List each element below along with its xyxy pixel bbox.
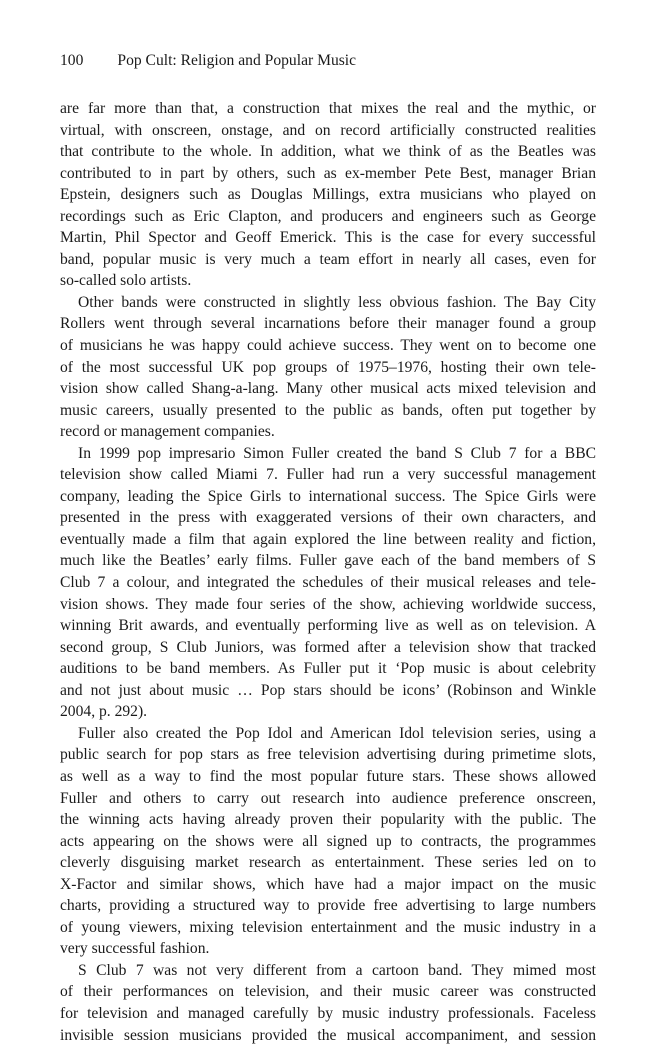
running-title: Pop Cult: Religion and Popular Music (117, 52, 357, 69)
text-line: record or management companies. (60, 423, 275, 441)
text-line: of their performances on television, and their music career was constructed (60, 983, 596, 1001)
text-line: band, popular music is very much a team effort in nearly all cases, even for (60, 250, 596, 268)
text-line: vision show called Shang-a-lang. Many other musical acts mixed television and (60, 380, 596, 398)
text-line: of the most successful UK pop groups of 1975–1976, hosting their own tele- (60, 358, 596, 376)
text-line: the winning acts having already proven their popularity with the public. The (60, 811, 596, 829)
text-line: Club 7 a colour, and integrated the schedules of their musical releases and tele- (60, 574, 596, 592)
text-line: music careers, usually presented to the public as bands, often put together by (60, 401, 596, 419)
text-line: 2004, p. 292). (60, 703, 148, 721)
text-line: invisible session musicians provided the musical accompaniment, and session (60, 1026, 596, 1044)
paragraph-first-line: Other bands were constructed in slightly less obvious fashion. The Bay City (78, 293, 596, 311)
text-line: eventually made a film that again explored the line between reality and fiction, (60, 530, 596, 548)
text-line: Fuller and others to carry out research into audience preference onscreen, (60, 789, 596, 807)
text-line: X-Factor and similar shows, which have had a major impact on the music (60, 875, 596, 893)
text-line: of musicians he was happy could achieve success. They went on to become one (60, 337, 596, 355)
paragraph-first-line: Fuller also created the Pop Idol and American Idol television series, using a (78, 724, 596, 742)
text-line: of young viewers, mixing television entertainment and the music industry in a (60, 918, 596, 936)
text-line: contributed to in part by others, such as ex-member Pete Best, manager Brian (60, 164, 596, 182)
text-line: virtual, with onscreen, onstage, and on record artificially constructed realities (60, 121, 596, 139)
text-line: as well as a way to find the most popular future stars. These shows allowed (60, 767, 596, 785)
text-line: Martin, Phil Spector and Geoff Emerick. This is the case for every successful (60, 229, 596, 247)
text-line: company, leading the Spice Girls to international success. The Spice Girls were (60, 487, 596, 505)
text-line: very successful fashion. (60, 940, 210, 958)
text-line: vision shows. They made four series of the show, achieving worldwide success, (60, 595, 596, 613)
book-page (60, 52, 596, 1046)
paragraph-first-line: S Club 7 was not very different from a cartoon band. They mimed most (78, 961, 596, 979)
text-line: charts, providing a structured way to provide free advertising to large numbers (60, 897, 596, 915)
text-line: winning Brit awards, and eventually performing live as well as on television. A (60, 617, 596, 635)
text-line: television show called Miami 7. Fuller had run a very successful management (60, 466, 596, 484)
text-line: acts appearing on the shows were all signed up to contracts, the programmes (60, 832, 596, 850)
text-line: Epstein, designers such as Douglas Millings, extra musicians who played on (60, 186, 596, 204)
text-line: second group, S Club Juniors, was formed after a television show that tracked (60, 638, 596, 656)
text-line: auditions to be band members. As Fuller put it ‘Pop music is about celebrity (60, 660, 596, 678)
body-text (60, 98, 596, 1046)
text-line: presented in the press with exaggerated versions of their own characters, and (60, 509, 596, 527)
text-line: are far more than that, a construction that mixes the real and the mythic, or (60, 100, 596, 117)
page-number: 100 (60, 52, 84, 69)
text-line: for television and managed carefully by music industry professionals. Faceless (60, 1004, 596, 1022)
text-line: cleverly disguising market research as entertainment. These series led on to (60, 854, 596, 872)
text-line: and not just about music … Pop stars should be icons’ (Robinson and Winkle (60, 681, 596, 699)
text-line: public search for pop stars as free television advertising during primetime slots, (60, 746, 596, 764)
text-line: so-called solo artists. (60, 272, 192, 290)
text-line: that contribute to the whole. In addition, what we think of as the Beatles was (60, 143, 596, 161)
paragraph-first-line: In 1999 pop impresario Simon Fuller created the band S Club 7 for a BBC (78, 444, 596, 462)
running-header (60, 52, 596, 74)
text-line: recordings such as Eric Clapton, and producers and engineers such as George (60, 207, 596, 225)
text-line: Rollers went through several incarnations before their manager found a group (60, 315, 596, 333)
text-line: much like the Beatles’ early films. Fuller gave each of the band members of S (60, 552, 596, 570)
